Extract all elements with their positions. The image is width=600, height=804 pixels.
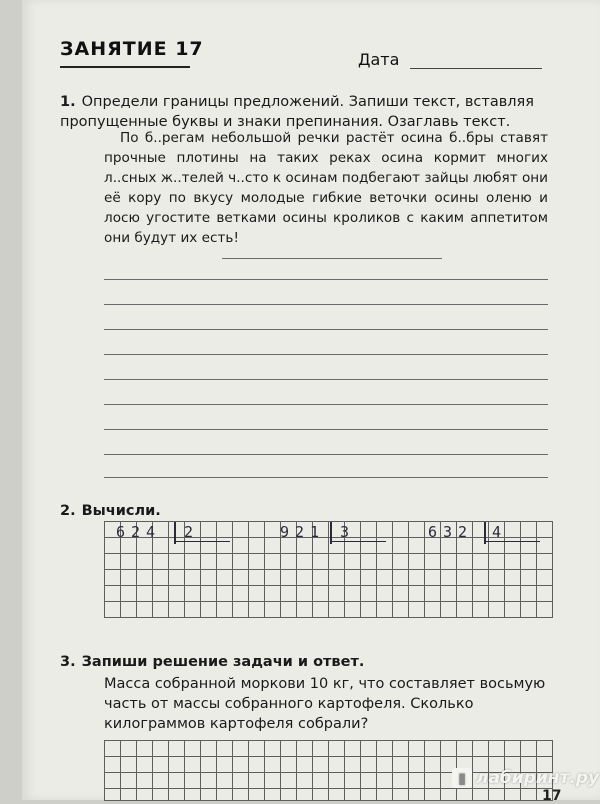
answer-line [104,454,548,455]
dividend-3: 632 [428,523,474,541]
quotient-line [486,541,540,542]
watermark [452,768,599,788]
answer-line [104,279,548,280]
answer-line [104,354,548,355]
divisor-2: 3 [340,523,356,541]
quotient-line [332,541,386,542]
dividend-1: 624 [116,523,162,541]
watermark-text: лабиринт.ру [476,768,600,788]
task3-problem: Масса собранной моркови 10 кг, что составляет восьмую часть от массы собранного картофеля. Сколько килограммов картофеля собрали? [104,676,546,732]
date-line [410,68,542,69]
task1-instruction [60,92,550,132]
answer-line [104,477,548,478]
title-answer-line [222,258,442,259]
divisor-1: 2 [184,523,200,541]
answer-line [104,379,548,380]
task2-heading [60,501,161,521]
task2-number: 2. [60,503,76,519]
task3-number: 3. [60,654,76,670]
answer-line [104,329,548,330]
answer-line [104,404,548,405]
dividend-2: 921 [280,523,326,541]
divisor-3: 4 [492,523,508,541]
task3-instruction: Запиши решение задачи и ответ. [81,654,365,670]
lesson-title: ЗАНЯТИЕ 17 [60,38,204,60]
title-underline [60,66,190,68]
answer-line [104,304,548,305]
page-number: 17 [542,788,562,804]
task3-heading [60,652,364,672]
date-label: Дата [358,50,400,69]
answer-line [104,429,548,430]
task1-number: 1. [60,94,76,110]
task2-instruction: Вычисли. [81,503,161,519]
quotient-line [176,541,230,542]
task1-story [104,128,548,248]
task1-instruction-text: Определи границы предложений. Запиши текст, вставляя пропущенные буквы и знаки препинания. Озаглавь текст. [60,94,534,130]
book-icon: ▮ [452,768,472,788]
task1-story-text: По б..регам небольшой речки растёт осина б..бры ставят прочные плотины на таких реках осина кормит многих л..сных ж..телей ч..сто к осинам подбегают зайцы любят они её кору по вкусу молодые гибкие веточки осины оленю и лосю угостите ветками осины кроликов с каким аппетитом они будут их есть! [104,130,549,246]
